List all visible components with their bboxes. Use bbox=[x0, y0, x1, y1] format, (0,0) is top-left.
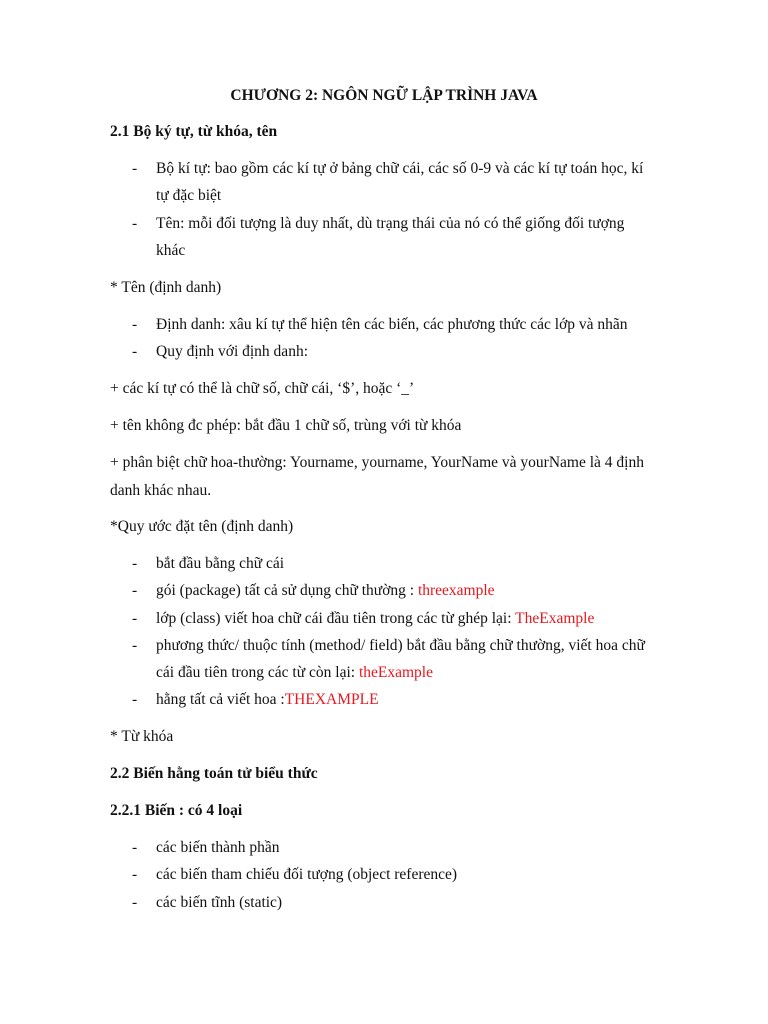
chapter-title: CHƯƠNG 2: NGÔN NGỮ LẬP TRÌNH JAVA bbox=[230, 87, 538, 104]
list-item-identifier-definition: Định danh: xâu kí tự thể hiện tên các biến, các phương thức các lớp và nhãn bbox=[156, 316, 628, 333]
list-dash: - bbox=[132, 894, 138, 911]
list-dash: - bbox=[132, 637, 138, 654]
variable-type-object-reference: các biến tham chiếu đối tượng (object reference) bbox=[156, 866, 458, 883]
list-item-identifier-rules: Quy định với định danh: bbox=[156, 343, 308, 360]
list-dash: - bbox=[132, 610, 138, 627]
list-dash: - bbox=[132, 160, 138, 177]
example-package: threexample bbox=[417, 582, 495, 599]
rule-characters: + các kí tự có thể là chữ số, chữ cái, ‘$’, hoặc ‘_’ bbox=[110, 380, 415, 397]
identifier-heading: * Tên (định danh) bbox=[110, 279, 222, 296]
convention-class bbox=[156, 609, 594, 629]
list-dash: - bbox=[132, 343, 138, 360]
keyword-heading: * Từ khóa bbox=[110, 728, 174, 745]
rule-case-sensitive: + phân biệt chữ hoa-thường: Yourname, yourname, YourName và yourName là 4 định bbox=[110, 454, 644, 471]
list-item-character-set-cont: tự đặc biệt bbox=[156, 187, 222, 204]
convention-constant bbox=[156, 690, 379, 710]
convention-constant-text: hằng tất cả viết hoa : bbox=[156, 691, 285, 708]
variable-type-member: các biến thành phần bbox=[156, 839, 280, 856]
convention-method-text: cái đầu tiên trong các từ còn lại: bbox=[156, 664, 359, 681]
example-constant: THEXAMPLE bbox=[284, 691, 379, 708]
list-dash: - bbox=[132, 316, 138, 333]
section-heading-2-2-1: 2.2.1 Biến : có 4 loại bbox=[110, 802, 243, 819]
list-dash: - bbox=[132, 582, 138, 599]
rule-not-allowed: + tên không đc phép: bắt đầu 1 chữ số, trùng với từ khóa bbox=[110, 417, 462, 434]
list-dash: - bbox=[132, 839, 138, 856]
convention-package-text: gói (package) tất cả sử dụng chữ thường : bbox=[156, 582, 418, 599]
convention-method-field-cont bbox=[156, 663, 433, 683]
convention-method-field: phương thức/ thuộc tính (method/ field) bắt đầu bằng chữ thường, viết hoa chữ bbox=[156, 637, 645, 654]
list-dash: - bbox=[132, 555, 138, 572]
list-dash: - bbox=[132, 691, 138, 708]
rule-case-sensitive-cont: danh khác nhau. bbox=[110, 482, 212, 499]
list-item-character-set: Bộ kí tự: bao gồm các kí tự ở bảng chữ cái, các số 0-9 và các kí tự toán học, kí bbox=[156, 160, 644, 177]
convention-class-text: lớp (class) viết hoa chữ cái đầu tiên trong các từ ghép lại: bbox=[156, 610, 516, 627]
example-class: TheExample bbox=[515, 610, 595, 627]
example-method: theExample bbox=[358, 664, 433, 681]
section-heading-2-1: 2.1 Bộ ký tự, từ khóa, tên bbox=[110, 123, 278, 140]
list-dash: - bbox=[132, 866, 138, 883]
list-item-name: Tên: mỗi đối tượng là duy nhất, dù trạng thái của nó có thể giống đối tượng bbox=[156, 215, 625, 232]
naming-convention-heading: *Quy ước đặt tên (định danh) bbox=[110, 518, 294, 535]
list-dash: - bbox=[132, 215, 138, 232]
list-item-name-cont: khác bbox=[156, 242, 186, 259]
convention-start-letter: bắt đầu bằng chữ cái bbox=[156, 555, 285, 572]
section-heading-2-2: 2.2 Biến hằng toán tử biểu thức bbox=[110, 765, 318, 782]
variable-type-static: các biến tĩnh (static) bbox=[156, 894, 283, 911]
convention-package bbox=[156, 581, 495, 601]
